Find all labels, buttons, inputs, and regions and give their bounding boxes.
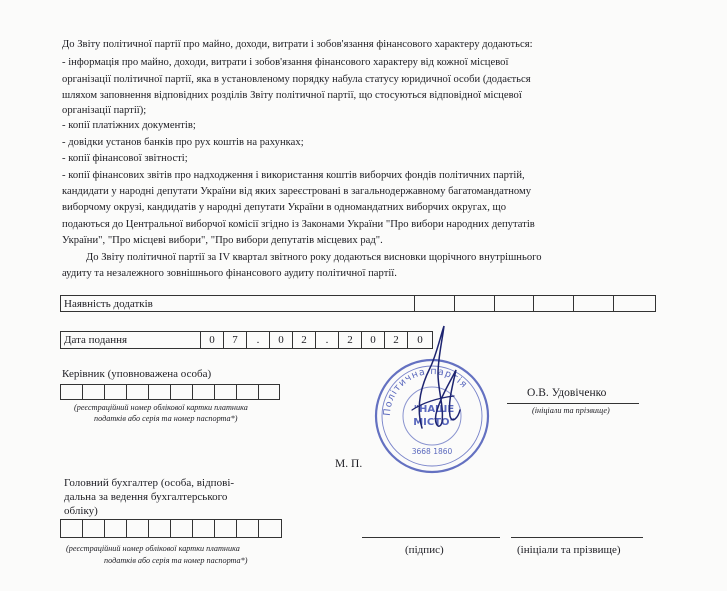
intro-line: подаються до Центральної виборчої комісії згідно із Законами України "Про вибори народних депутатів bbox=[62, 219, 535, 230]
intro-line: організації партії); bbox=[62, 105, 147, 116]
date-cell[interactable]: 0 bbox=[201, 332, 224, 348]
intro-line: - копії фінансових звітів про надходження і використання коштів виборчих фондів політичних партій, bbox=[62, 170, 525, 181]
tax-id-cell[interactable] bbox=[83, 520, 105, 537]
tax-id-cell[interactable] bbox=[215, 520, 237, 537]
head-tax-id-field bbox=[60, 384, 280, 400]
stamp-top-text: Політична партія bbox=[381, 365, 470, 417]
stamp-code: 3668 1860 bbox=[411, 447, 453, 456]
attachments-cell[interactable] bbox=[574, 296, 614, 311]
seal-label: М. П. bbox=[335, 458, 363, 470]
tax-id-cell[interactable] bbox=[61, 385, 83, 399]
tax-id-cell[interactable] bbox=[237, 520, 259, 537]
head-title: Керівник (уповноважена особа) bbox=[62, 368, 212, 380]
date-cell[interactable]: . bbox=[247, 332, 270, 348]
attachments-cell[interactable] bbox=[455, 296, 495, 311]
date-cell[interactable]: 0 bbox=[417, 334, 423, 346]
attachments-row bbox=[60, 295, 656, 312]
tax-id-cell[interactable] bbox=[83, 385, 105, 399]
attachments-cell[interactable] bbox=[415, 296, 455, 311]
accountant-title: дальна за ведення бухгалтерського bbox=[64, 491, 228, 503]
intro-line: України", "Про місцеві вибори", "Про вибори депутатів місцевих рад". bbox=[62, 235, 383, 246]
tax-id-cell[interactable] bbox=[171, 520, 193, 537]
accountant-title: Головний бухгалтер (особа, відпові- bbox=[64, 477, 235, 489]
intro-line: - довідки установ банків про рух коштів на рахунках; bbox=[62, 137, 304, 148]
date-cell[interactable]: 2 bbox=[339, 332, 362, 348]
tax-id-cell[interactable] bbox=[237, 385, 259, 399]
head-tax-id-note: (реєстраційний номер облікової картки платника bbox=[74, 403, 248, 412]
accountant-name-caption: (ініціали та прізвище) bbox=[517, 544, 621, 556]
stamp-mid-text: "НАШЕ bbox=[413, 404, 455, 415]
tax-id-cell[interactable] bbox=[127, 520, 149, 537]
tax-id-cell[interactable] bbox=[259, 385, 279, 399]
intro-line: кандидати у народні депутати України від яких зареєстровані в загальнодержавному багатомандатному bbox=[62, 186, 532, 197]
intro-line: шляхом заповнення відповідних розділів Звіту політичної партії, що стосуються відповідної місцевої bbox=[62, 90, 522, 101]
tax-id-cell[interactable] bbox=[149, 520, 171, 537]
attachments-cell[interactable] bbox=[495, 296, 535, 311]
tax-id-cell[interactable] bbox=[193, 520, 215, 537]
head-name-caption: (ініціали та прізвище) bbox=[532, 406, 610, 415]
accountant-name-line bbox=[511, 537, 643, 538]
intro-line: організації політичної партії, яка в установленому порядку набула статусу юридичної особи (додається bbox=[62, 74, 531, 85]
date-cell[interactable]: . bbox=[316, 332, 339, 348]
tax-id-cell[interactable] bbox=[171, 385, 193, 399]
attachments-cell[interactable] bbox=[614, 296, 655, 311]
intro-line: аудиту та незалежного зовнішнього фінансового аудиту політичної партії. bbox=[62, 268, 397, 279]
date-cell[interactable]: 2 bbox=[293, 332, 316, 348]
intro-line: До Звіту політичної партії за IV квартал звітного року додаються висновки щорічного внутрішнього bbox=[86, 252, 542, 263]
intro-line: - копії фінансової звітності; bbox=[62, 153, 188, 164]
submission-date-label: Дата подання bbox=[61, 332, 201, 348]
stamp-mid-text: МІСТО" bbox=[413, 417, 455, 428]
accountant-tax-id-note: (реєстраційний номер облікової картки платника bbox=[66, 544, 240, 553]
intro-line: - інформація про майно, доходи, витрати і зобов'язання фінансового характеру від кожної місцевої bbox=[62, 57, 509, 68]
head-signature bbox=[392, 318, 482, 448]
date-cell[interactable]: 2 bbox=[385, 332, 408, 348]
head-name-line bbox=[507, 403, 639, 404]
attachments-cell[interactable] bbox=[534, 296, 574, 311]
accountant-tax-id-field bbox=[60, 519, 282, 538]
tax-id-cell[interactable] bbox=[105, 520, 127, 537]
date-cell[interactable]: 0 bbox=[270, 332, 293, 348]
tax-id-cell[interactable] bbox=[193, 385, 215, 399]
accountant-tax-id-note: податків або серія та номер паспорта*) bbox=[104, 556, 248, 565]
accountant-signature-caption: (підпис) bbox=[405, 544, 444, 556]
accountant-title: обліку) bbox=[64, 505, 98, 517]
intro-line: виборчому окрузі, кандидатів у народні депутати України в одномандатних виборчих округах, що bbox=[62, 202, 507, 213]
attachments-label: Наявність додатків bbox=[61, 296, 415, 311]
date-cell[interactable]: 0 bbox=[362, 332, 385, 348]
intro-line: - копії платіжних документів; bbox=[62, 120, 196, 131]
head-tax-id-note: податків або серія та номер паспорта*) bbox=[94, 414, 238, 423]
intro-line: До Звіту політичної партії про майно, доходи, витрати і зобов'язання фінансового характеру додаються: bbox=[62, 39, 533, 50]
tax-id-cell[interactable] bbox=[149, 385, 171, 399]
tax-id-cell[interactable] bbox=[259, 520, 281, 537]
head-name: О.В. Удовіченко bbox=[527, 387, 607, 399]
accountant-signature-line bbox=[362, 537, 500, 538]
tax-id-cell[interactable] bbox=[127, 385, 149, 399]
tax-id-cell[interactable] bbox=[105, 385, 127, 399]
tax-id-cell[interactable] bbox=[61, 520, 83, 537]
date-cell[interactable]: 7 bbox=[224, 332, 247, 348]
submission-date-row bbox=[60, 331, 433, 349]
tax-id-cell[interactable] bbox=[215, 385, 237, 399]
